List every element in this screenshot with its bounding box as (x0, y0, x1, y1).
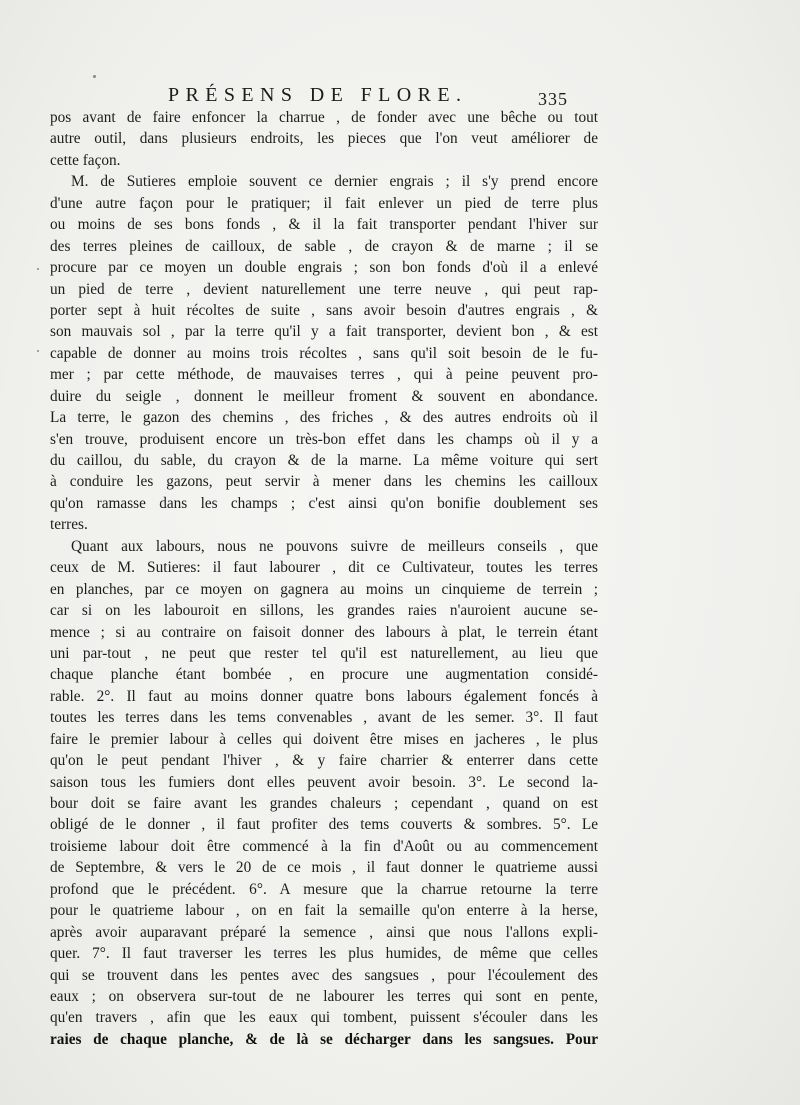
ink-speck (37, 350, 39, 352)
text-line: procure par ce moyen un double engrais ; son bon fonds d'où il a enlevé (50, 259, 598, 277)
text-line: capable de donner au moins trois récoltes , sans qu'il soit besoin de le fu- (50, 344, 598, 362)
text-line: son mauvais sol , par la terre qu'il y a fait transporter, devient bon , & est (50, 323, 598, 341)
text-line: qu'on ramasse dans les champs ; c'est ainsi qu'on bonifie doublement ses (50, 494, 598, 512)
text-line: La terre, le gazon des chemins , des friches , & des autres endroits où il (50, 409, 598, 427)
text-line: du caillou, du sable, du crayon & de la marne. La même voiture qui sert (50, 452, 598, 469)
text-line: qui se trouvent dans les pentes avec des sangsues , pour l'écoulement des (50, 966, 598, 984)
ink-speck (93, 75, 96, 78)
text-line: terres. (50, 516, 88, 534)
running-title: PRÉSENS DE FLORE. (168, 84, 468, 106)
text-line: eaux ; on observera sur-tout de ne labourer les terres qui sont en pente, (50, 987, 598, 1005)
text-line: pour le quatrieme labour , on en fait la semaille qu'on enterre à la herse, (50, 902, 598, 920)
text-line: M. de Sutieres emploie souvent ce dernier engrais ; il s'y prend encore (71, 173, 598, 191)
text-line: d'une autre façon pour le pratiquer; il fait enlever un pied de terre plus (50, 194, 598, 212)
text-line: chaque planche étant bombée , en procure une augmentation considé- (50, 666, 598, 684)
text-line: des terres pleines de cailloux, de sable , de crayon & de marne ; il se (50, 237, 598, 255)
text-line: toutes les terres dans les tems convenables , avant de les semer. 3°. Il faut (50, 709, 598, 727)
text-line: qu'on le peut pendant l'hiver , & y faire charrier & enterrer dans cette (50, 752, 598, 770)
text-line: s'en trouve, produisent encore un très-bon effet dans les champs où il y a (50, 430, 598, 448)
text-line: un pied de terre , devient naturellement une terre neuve , qui peut rap- (50, 280, 598, 298)
text-line: raies de chaque planche, & de là se décharger dans les sangsues. Pour (50, 1030, 598, 1048)
text-line: à conduire les gazons, peut servir à mener dans les chemins les cailloux (50, 473, 598, 491)
body-text (50, 107, 598, 1050)
text-line: mer ; par cette méthode, de mauvaises terres , qui à peine peuvent pro- (50, 366, 598, 384)
text-line: obligé de le donner , il faut profiter des tems couverts & sombres. 5°. Le (50, 816, 598, 834)
text-line: quer. 7°. Il faut traverser les terres les plus humides, de même que celles (50, 945, 598, 963)
text-line: mence ; si au contraire on faisoit donner des labours à plat, le terrein étant (50, 623, 598, 641)
text-line: car si on les labouroit en sillons, les grandes raies n'auroient aucune se- (50, 602, 598, 620)
text-line: Quant aux labours, nous ne pouvons suivre de meilleurs conseils , que (71, 537, 598, 555)
text-line: rable. 2°. Il faut au moins donner quatre bons labours également foncés à (50, 687, 598, 705)
text-line: faire le premier labour à celles qui doivent être mises en jacheres , le plus (50, 730, 598, 748)
text-line: ou moins de ses bons fonds , & il la fait transporter pendant l'hiver sur (50, 216, 598, 234)
text-line: cette façon. (50, 151, 121, 169)
text-line: troisieme labour doit être commencé à la fin d'Août ou au commencement (50, 837, 598, 855)
text-line: qu'en travers , afin que les eaux qui tombent, puissent s'écouler dans les (50, 1009, 598, 1027)
text-line: uni par-tout , ne peut que rester tel qu'il est naturellement, au lieu que (50, 644, 598, 662)
text-line: de Septembre, & vers le 20 de ce mois , il faut donner le quatrieme aussi (50, 859, 598, 877)
text-line: bour doit se faire avant les grandes chaleurs ; cependant , quand on est (50, 795, 598, 812)
text-line: après avoir auparavant préparé la semence , ainsi que nous l'allons expli- (50, 923, 598, 941)
text-line: porter sept à huit récoltes de suite , sans avoir besoin d'autres engrais , & (50, 301, 598, 319)
text-line: saison tous les fumiers dont elles peuvent avoir besoin. 3°. Le second la- (50, 773, 598, 791)
text-line: profond que le précédent. 6°. A mesure que la charrue retourne la terre (50, 880, 598, 898)
text-line: en planches, par ce moyen on gagnera au moins un cinquieme de terrein ; (50, 580, 598, 598)
text-line: pos avant de faire enfoncer la charrue , de fonder avec une bêche ou tout (50, 109, 598, 126)
ink-speck (37, 268, 39, 270)
text-line: autre outil, dans plusieurs endroits, les pieces que l'on veut améliorer de (50, 130, 598, 148)
text-line: duire du seigle , donnent le meilleur froment & souvent en abondance. (50, 387, 598, 405)
page-number: 335 (538, 89, 568, 109)
text-line: ceux de M. Sutieres: il faut labourer , dit ce Cultivateur, toutes les terres (50, 559, 598, 577)
